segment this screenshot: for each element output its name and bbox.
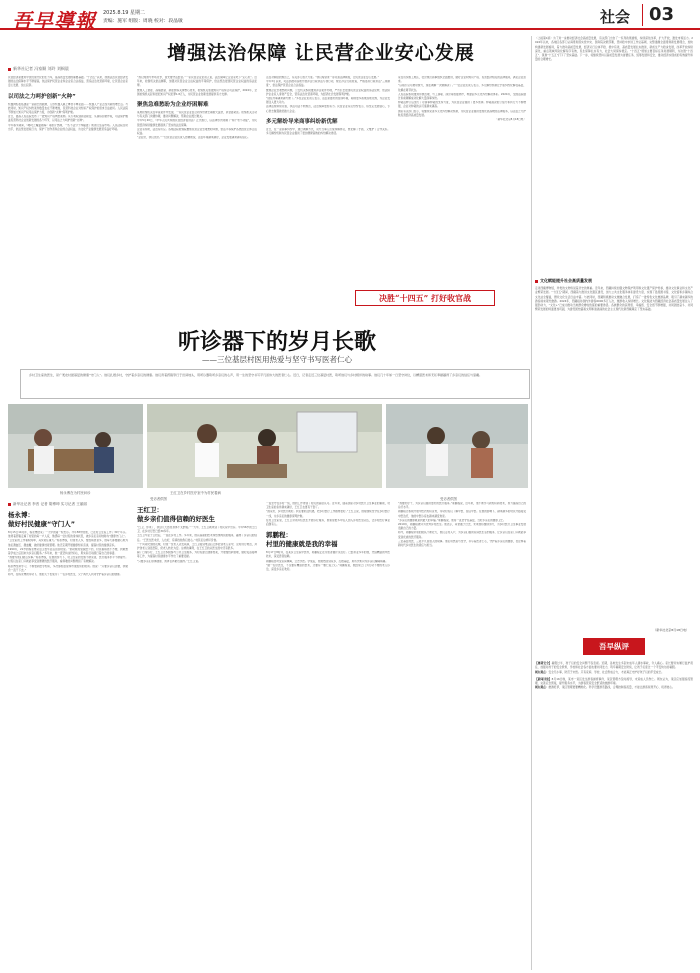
newspaper-logo: 吾早導報 (12, 9, 96, 33)
profile-name: 郭鹏程： (266, 531, 292, 540)
paragraph: 聚焦企业急难愁盼问题，公安机关积极推进涉企案件办理，严厉打击侵害民营企业权益的违法犯罪，依法保护企业家人身财产安全，营造法治化营商环境，为经济社会发展保驾护航。 (266, 88, 390, 96)
article1-byline (8, 66, 69, 72)
paragraph: “做一名好医生，不仅要有精湛的医术，还要有一颗仁爱之心。”郭鹏程说，他经常上门为行动不便的老人诊治，深受乡亲们欢迎。 (266, 563, 390, 572)
paragraph: “我们知道与市场竞争，首先要守法经营。”一家民营企业负责人说，法治保障让企业家吃下“定心丸”。近年来，检察机关依法履职，加强对民营企业合法权益的平等保护，依法惩治侵害民营企业权益的违法犯罪。 (137, 76, 257, 88)
commentary-title: 【新闻回放】 (535, 676, 552, 681)
paragraph: 企业有所盼，法治有所应。各地法院检察院聚焦民营企业急难愁盼问题，依法平等保护各类经营主体合法权益。 (137, 127, 257, 136)
article2-column-4 (398, 502, 526, 968)
paragraph: “我要为他们做点实事。”杨永博说，在他的努力下，村卫生室的设施不断完善，医疗服务水平不断提升。村民们在家门口就能享受到便捷的医疗服务，看病难的问题得到了有效解决。 (8, 556, 128, 564)
commentary-item (535, 661, 693, 670)
paragraph: 杨永博坚持学习，不断更新医学知识，多次参加县里和市里组织的培训。他说：“只要乡亲们需要，我就会一直干下去。” (8, 564, 128, 572)
commentary-text: 安全无小事，防范于未然。只有家庭、学校、社会形成合力，才能真正守护好孩子们的平安成长。 (548, 669, 664, 674)
article1-column-2 (137, 76, 257, 318)
profile-title: 做乡亲们值得信赖的好医生 (137, 515, 215, 523)
article1-subheading: 多元解纷导来商事纠纷新优解 (266, 118, 338, 125)
paragraph: 8月15日11时许，杨永博结束了一天中的第一轮出诊。今年58岁的他，已在村卫生室工作了39个年头。他背着药箱走遍了村里的每一户人家，熟悉每一位村民的身体状况，被乡亲们亲切地称为“健康守门人”。 (8, 531, 128, 539)
paragraph: 三位基层村医，三段平凡而感人的故事。他们用热爱与坚守，书写着医者仁心，守护着乡亲们的健康，也诠释着新时代乡村医生的责任与担当。 (398, 539, 526, 548)
profile-title: 做好村民健康“守门人” (8, 520, 76, 528)
commentary-title: 【暑期安全】 (535, 661, 552, 665)
photo-image (147, 404, 382, 488)
photo-credit: 受访者供图 (150, 497, 167, 501)
paragraph: 点在对制度的规范上，有关部门加大力度。“我们希望进一步完善法律制度，让民营企业安心发展。” (266, 76, 379, 79)
article1-column-1 (8, 76, 128, 318)
article1-column-3 (266, 76, 390, 286)
paragraph: 今年5月20日，《中华人民共和国民营经济促进法》正式施行，以法律形式明确了“两个毫不动摇”，为民营经济持续健康发展提供了坚实的法治保障。 (137, 119, 257, 127)
editor-credits: 责编：施军 组版：周晓 校对：段晶敏 (103, 19, 183, 24)
paragraph: “乡亲们的健康就是我最大的幸福。”郭鹏程说，他将一直坚守在基层，当好乡亲们的健康卫士。 (398, 518, 506, 522)
article2-intro-box (20, 369, 530, 399)
article1-byline-text: 新华社记者 冯家顺 刘玲 刘枫晨 (13, 66, 69, 71)
paragraph: 法律法规持续完善，执法司法不断规范，法治保障更加有力。民营企业家们纷纷表示，将坚定发展信心，专心致志做强做优做大企业。 (266, 105, 390, 113)
paragraph: 走进西藏博物馆，珍贵的文物诉说着历史的厚重。近年来，西藏持续加强文物保护利用和文化遗产保护传承，推动文化事业和文化产业繁荣发展。“十四五”期间，西藏着力推进文化强区建设，加大公共文化服务体系建设力度，实现了县级图书馆、文化馆和乡镇综合文化站全覆盖，群众文化生活日益丰富。与此同时，西藏积极推动文旅融合发展，打造了一批特色文化旅游品牌，吸引了越来越多的游客前来观光旅游。2024年，西藏接待国内外游客6000多万人次，旅游收入持续增长。文化赋能为西藏经济社会高质量发展注入了强劲动力，“文化+”已成为推动当地群众增收致富的重要途径。各族群众的获得感、幸福感、安全感不断增强，共同团结奋斗、共同繁荣发展的局面更加巩固，为建设团结富裕文明和谐美丽的社会主义现代化新西藏奠定了坚实基础。 (535, 286, 693, 312)
photo-image (386, 404, 528, 488)
paragraph: 8月17日8时许，在某乡卫生院中医科，郭鹏程正在为患者做针灸治疗。已经执业多年的他，凭借精湛的中医技术，深受患者信赖。 (266, 551, 390, 559)
paragraph: “国家好，乡村医疗就好。我们要抓住机遇，把乡村医疗工作做得更好。”王红卫说，他将继续坚守在乡村医疗一线，为乡亲们的健康保驾护航。 (266, 510, 390, 518)
square-bullet-icon (535, 280, 538, 283)
paragraph: “现在办事越来越方便了。”多位企业负责人表示，法治是最好的营商环境，期待更多政策落地见效，为企业发展注入更大动力。 (266, 97, 390, 105)
photo-village-doctor (386, 404, 528, 488)
paragraph: 如今，在杨永博的带动下，他的儿子也成为了一名乡村医生，父子两代人共同守护着乡亲们的健康。 (8, 573, 123, 577)
paragraph: 近日，在一起商事纠纷中，通过调解方式，双方当事人达成和解协议，既化解了矛盾，又维护了合作关系。多元解纷机制为民营企业提供了更加便捷高效的纠纷解决途径。 (266, 127, 390, 136)
intro-text: 乡村卫生室的医生，是广袤农村最基层的健康“守门人”。他们扎根乡村，守护着乡亲们的健康。他们背着药箱穿行于田间地头，用听诊器聆听乡亲们的心声，用一生的坚守书写平凡而伟大的医者仁心。近日，记者走近三位基层村医，聆听他们与乡村相伴的故事。他们几十年如一日坚守岗位，以精湛医术和无私奉献赢得了乡亲们的信任与爱戴。 (29, 373, 483, 377)
paragraph: 机器狗轻松搭建起一条超长的跑道，人形机器人跳上舞台手舞足蹈……机器人产业正成为新的增长点。与此同时，知识产权纠纷案件数量也在不断增加，民营科技企业对知识产权保护的需求日益迫切。人民法院不断加大知识产权司法保护力度，为创新“火种”保驾护航。 (8, 102, 128, 115)
commentary-item (535, 670, 693, 674)
paragraph: 在村卫生室里，王红卫带领年轻医生开展诊疗服务，他希望更多年轻人加入乡村医生队伍，让乡村医疗事业后继有人。 (266, 518, 390, 527)
commentary-author: 网友观点： (535, 685, 549, 690)
paragraph: 如今，郭鹏程带领的团队不断壮大，他们走村入户，为乡亲们提供家庭医生签约服务，让乡亲们在家门口就能享受到优质的医疗服务。 (398, 531, 526, 539)
paragraph: “企业好，我们也好。”一位民营企业负责人感慨地说，法治环境越来越好，企业发展越来越有信心。 (137, 136, 250, 140)
commentary-author: 网友观点： (535, 669, 549, 674)
paragraph: 今年3月以来，司法部推动各地开展涉企行政执法专项行动，规范涉企行政检查，严格落实行政执法“三项制度”，依法保护民营企业合法权益。 (266, 80, 390, 88)
article2-column-2 (137, 502, 257, 968)
paragraph: 除了日常诊疗，王红卫还积极参与公共卫生服务，为村民建立健康档案，开展慢性病管理，做好疫苗接种等工作，为提高村民健康水平作出了重要贡献。 (137, 551, 257, 559)
paragraph: “卫生室的工作看似简单，其实责任重大。”杨永博说，村里老人多，慢性病患者多，他每天都要耐心地为他们测血压、测血糖，做好健康档案管理。他还定期开展健康知识宣讲，提高村民的健康意识。 (8, 539, 128, 547)
paragraph: 王红卫毕业于卫校后，一直在乡村工作。多年来，他以高超的医术和热情周到的服务，赢得了乡亲们的信任。“王医生医术好，人也好，有病找他我们放心。”村民们这样评价他。 (137, 534, 257, 542)
issue-date: 2025.8.19 星期二 (103, 10, 146, 16)
article2-byline-text: 新华社记者 李晋 记者 胡博坤 实习记者 王丽丽 (13, 502, 87, 506)
bullet-icon (8, 68, 11, 71)
paragraph: 仲裁法修订后加大了对商事仲裁的支持力度，为民营企业提供了更多选择。仲裁裁决的公信力和执行力不断增强，企业对仲裁的认可度越来越高。 (398, 101, 526, 109)
right-column-subheading (535, 278, 693, 284)
article2-subheadline: ——三位基层村医用热爱与坚守书写医者仁心 (202, 355, 352, 364)
right-column-subheading-text: 文化赋能提升社会高质量发展 (540, 278, 592, 283)
paragraph: 一个风雨交加的夜晚，村里一位老人突发疾病，王红卫接到电话后立即赶到老人家中，及时进行救治，并护送老人到县医院，使老人转危为安。这样的事例，在王红卫的从医生涯中还有很多。 (137, 542, 257, 551)
paragraph: 民营经济是推进中国式现代化的生力军，是高质量发展的重要基础。“十四五”以来，我国法治民营经济发展的法治保障水平不断提高，依法保护民营企业和企业家合法权益，营造法治化营商环境，让民营企业家安心发展、放心投资。 (8, 76, 128, 88)
commentary-item (535, 685, 693, 689)
commentary-section-label: 吾早纵评 (583, 638, 645, 655)
commentary-item (535, 677, 693, 686)
paragraph: 今年春节期间，《哪吒之魔童闹海》等影片热映，一些不法分子却瞄准了周边衍生品市场。人民法院及时出手，依法惩处侵权行为，保护了创作者和企业的合法权益，为文化产业健康发展营造良好环境。 (8, 123, 128, 131)
photo-credit: 受访者供图 (440, 497, 457, 501)
paragraph: 聚焦人工智能、高端装备、新能源等关键核心技术，检察机关加强知识产权综合司法保护，2024年，全国检察机关起诉侵犯知识产权犯罪1.8万人，为民营企业创新发展提供有力支撑。 (137, 88, 257, 96)
paragraph: 一直坚守在乡村一线，他的工作得到了村民的高度认可。近年来，随着国家对乡村医疗卫生事业的重视，村卫生室的条件越来越好，王红卫也更有干劲了。 (266, 502, 390, 510)
profile-name: 王红卫： (137, 506, 163, 514)
paragraph: “红卫，你来了，我这几天感觉身体不太舒服。”一大早，王红卫就来到了村民家中出诊。今年56岁的王红卫，在乡村行医已经30多年。 (137, 526, 257, 534)
profile-title: 村里的健康就是我的幸福 (266, 540, 338, 549)
paragraph: 某地检察机关在审查案件中发现，一家民营企业因合同纠纷被长期拖欠货款，资金链紧张。检察机关主动与有关部门沟通协调，推动问题解决，帮助企业渡过难关。 (137, 111, 257, 119)
article2-byline (8, 502, 128, 507)
photo-caption: 杨永博在为村民问诊 (60, 491, 91, 495)
paragraph: “我要好好干，为乡亲们提供更好的医疗服务。”郭鹏程说，近年来，他不断学习新知识新技术，努力提高自己的诊疗水平。 (398, 502, 526, 510)
page-number: 03 (649, 4, 675, 25)
column-divider (531, 36, 532, 970)
paragraph: 近日，最高人民法院发布了一批知识产权典型案例。从专利权到商业秘密，从商标到著作权，司法保护覆盖民营科技企业创新发展的各个环节，以司法之力呵护创新“火种”。 (8, 115, 128, 123)
page-number-box (642, 4, 684, 26)
profile-name: 杨永博： (8, 511, 34, 519)
article2-column-1 (8, 502, 128, 968)
continued-label: （上接第1版） (535, 36, 554, 40)
commentary-text: 旅游旺季，景区管理更要精细化。科学设置游览路线，合理控制客流量，才能让游客玩得开心、玩得放心。 (548, 685, 675, 690)
paragraph: 国家有关部门表示，将继续完善多元化纠纷解决机制，为民营企业提供更加优质高效的法律服务，以法治之力护航民营经济高质量发展。 (398, 109, 526, 117)
commentary-section (535, 661, 693, 851)
paragraph: 2019年，郭鹏程被评为优秀乡村医生。他表示，荣誉属于过去，未来他将继续努力，为乡村医疗卫生事业发展贡献自己的力量。 (398, 523, 526, 531)
paragraph: “只要乡亲们身体健康，我再苦再累也值得。”王红卫说。 (137, 559, 201, 563)
article1-headline: 增强法治保障 让民营企业安心发展 (167, 42, 475, 64)
paragraph: 为了进一步推动经济社会高质量发展，有关部门出台了一系列政策措施，持续深化改革，扩大开放，激发市场活力。2024年以来，各地区各部门认真贯彻落实党中央、国务院决策部署，坚持稳中求进工作总基调，完整准确全面贯彻新发展理念，加快构建新发展格局，着力推动高质量发展，经济运行总体平稳、稳中有进，高质量发展扎实推进，新质生产力稳步发展，改革开放持续深化，重点领域风险化解有序有效，民生保障扎实有力，社会大局保持稳定。“十四五”规划主要目标任务进展顺利，为决胜“十四五”、谋划“十五五”打下了坚实基础。下一步，将继续坚持以高质量发展为首要任务，统筹发展和安全，推动经济实现质的有效提升和量的合理增长。 (535, 36, 693, 62)
commentary-text: 8月16日晚，某市一景区发生游客拥挤事件，景区管理方及时疏导，未造成人员伤亡。网友认为，景区应加强客流管理，完善应急预案，提升服务水平，为游客营造安全舒适的旅游环境。 (535, 676, 693, 685)
article1-subheading: 聚焦急难愁盼为企业纾困解难 (137, 102, 209, 109)
paragraph: 郭鹏程自幼受家庭熏陶，立志学医。学成后，他毅然回到家乡，扎根基层，用所学知识为乡亲们解除病痛。 (266, 559, 388, 563)
paragraph: 1990年，21岁的杨永博从县卫校毕业后回到村里。“那时候村里缺医少药，村民看病很不方便，我就想着学成之后回来为乡亲们服务。”多年来，他一直坚持这份初心，用实际行动践行着自己的承诺。 (8, 547, 128, 556)
right-column (535, 36, 693, 970)
paragraph: “以前打官司费时费力，现在调解一次就解决了。”一位企业负责人表示，多元解纷机制让矛盾纠纷化解在基层、化解在萌芽状态。 (398, 84, 526, 92)
continued-article (535, 36, 693, 276)
banner-campaign: 决胜“十四五” 打好收官战 (355, 290, 495, 306)
news-source: （新华社北京8月18日电） (495, 118, 526, 122)
photo-doctor-consult (8, 404, 143, 488)
paragraph: 家在该实施工地区，社会规范商事组织全面推进，做好企业和知识产权、民营经济相关的法律服务，满足企业需求。 (398, 76, 526, 84)
bullet-icon (8, 503, 11, 506)
news-source: （新华社北京8月18日电） (653, 628, 689, 632)
article1-column-4 (398, 76, 526, 286)
article2-column-3 (266, 502, 390, 968)
photo-rural-clinic (147, 404, 382, 488)
masthead (0, 0, 700, 33)
section-title: 社会 (600, 8, 631, 26)
photo-image (8, 404, 143, 488)
commentary-text: 暑假过半，孩子们的安全问题不容忽视。近期，各地发生多起未成年人溺水事故，令人痛心。家长要切实履行监护责任，加强对孩子的安全教育，学校和社会各方面也要共同发力，筑牢暑期安全防线，让孩子们度过一个平安快乐的暑假。 (535, 661, 693, 670)
article2-headline: 听诊器下的岁月长歌 (177, 329, 376, 355)
paragraph: 郭鹏程还积极开展中医药知识宣传，带动村民们了解中医、信任中医。在他的影响下，越来越多的村民开始接受中医治疗，他的中医诊室也越来越受欢迎。 (398, 510, 526, 518)
paragraph: 人民法院积极推进诉源治理，与工商联、商会等加强协作，构建起多元化纠纷解决体系。2024年，全国法院通过诉前调解成功化解大量商事纠纷。 (398, 92, 526, 101)
article1-subheading: 以司法之力呵护创新“火种” (8, 93, 76, 100)
photo-caption: 王红卫在乡村医疗室中为村民看病 (170, 491, 221, 495)
